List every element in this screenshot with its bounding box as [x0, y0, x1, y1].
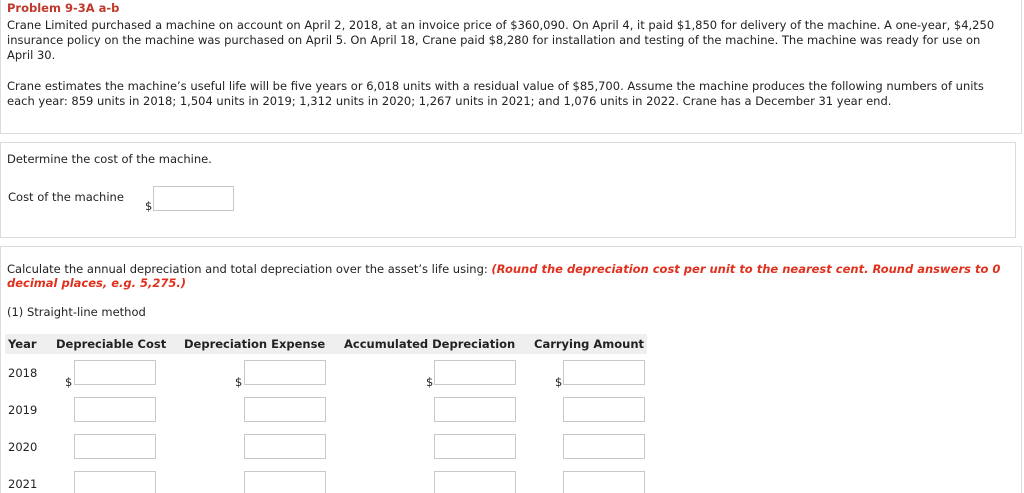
depreciation-expense-input-2021[interactable] [244, 471, 326, 493]
column-header-accumulated-depreciation: Accumulated Depreciation [344, 337, 516, 351]
accumulated-depreciation-input-2021[interactable] [434, 471, 516, 493]
carrying-amount-input-2020[interactable] [563, 434, 645, 459]
depreciable-cost-input-2018[interactable] [74, 360, 156, 385]
column-header-carrying-amount: Carrying Amount [534, 337, 645, 351]
year-cell: 2018 [8, 366, 38, 380]
year-cell: 2020 [8, 440, 38, 454]
accumulated-depreciation-input-2019[interactable] [434, 397, 516, 422]
column-header-year: Year [8, 337, 37, 351]
rounding-instruction: (Round the depreciation cost per unit to the nearest cent. Round answers to 0 decimal places, e.g. 5,275.) [7, 262, 1001, 290]
currency-symbol: $ [145, 199, 153, 213]
currency-symbol: $ [235, 375, 243, 389]
currency-symbol: $ [426, 375, 434, 389]
cost-of-machine-label: Cost of the machine [8, 190, 124, 204]
year-cell: 2019 [8, 403, 38, 417]
depreciation-expense-input-2020[interactable] [244, 434, 326, 459]
accumulated-depreciation-input-2020[interactable] [434, 434, 516, 459]
depreciation-expense-input-2019[interactable] [244, 397, 326, 422]
part-a-prompt: Determine the cost of the machine. [7, 152, 212, 166]
column-header-depreciable-cost: Depreciable Cost [56, 337, 167, 351]
problem-statement [0, 0, 1022, 134]
problem-title: Problem 9-3A a-b [7, 1, 120, 15]
cost-of-machine-input[interactable] [153, 186, 234, 211]
method-label: (1) Straight-line method [7, 305, 146, 319]
problem-paragraph-2: Crane estimates the machine’s useful life will be five years or 6,018 units with a residual value of $85,700. Assume the machine produces the following numbers of units each year: 859 units in 2018; 1,504 units in 2019; 1,312 units in 2020; 1,267 units in 2021; and 1,076 units in 2022. Crane has a December 31 year end. [7, 79, 984, 108]
depreciation-expense-input-2018[interactable] [244, 360, 326, 385]
column-header-depreciation-expense: Depreciation Expense [184, 337, 326, 351]
problem-paragraph-1: Crane Limited purchased a machine on account on April 2, 2018, at an invoice price of $360,090. On April 4, it paid $1,850 for delivery of the machine. A one-year, $4,250 insurance policy on the machine was purchased on April 5. On April 18, Crane paid $8,280 for installation and testing of the machine. The machine was ready for use on April 30. [7, 18, 995, 62]
part-b-instructions [7, 262, 1007, 290]
depreciable-cost-input-2021[interactable] [74, 471, 156, 493]
currency-symbol: $ [65, 375, 73, 389]
currency-symbol: $ [555, 375, 563, 389]
carrying-amount-input-2018[interactable] [563, 360, 645, 385]
accumulated-depreciation-input-2018[interactable] [434, 360, 516, 385]
part-b-prompt: Calculate the annual depreciation and total depreciation over the asset’s life using: [7, 262, 488, 276]
carrying-amount-input-2019[interactable] [563, 397, 645, 422]
depreciable-cost-input-2020[interactable] [74, 434, 156, 459]
depreciable-cost-input-2019[interactable] [74, 397, 156, 422]
carrying-amount-input-2021[interactable] [563, 471, 645, 493]
year-cell: 2021 [8, 477, 38, 491]
